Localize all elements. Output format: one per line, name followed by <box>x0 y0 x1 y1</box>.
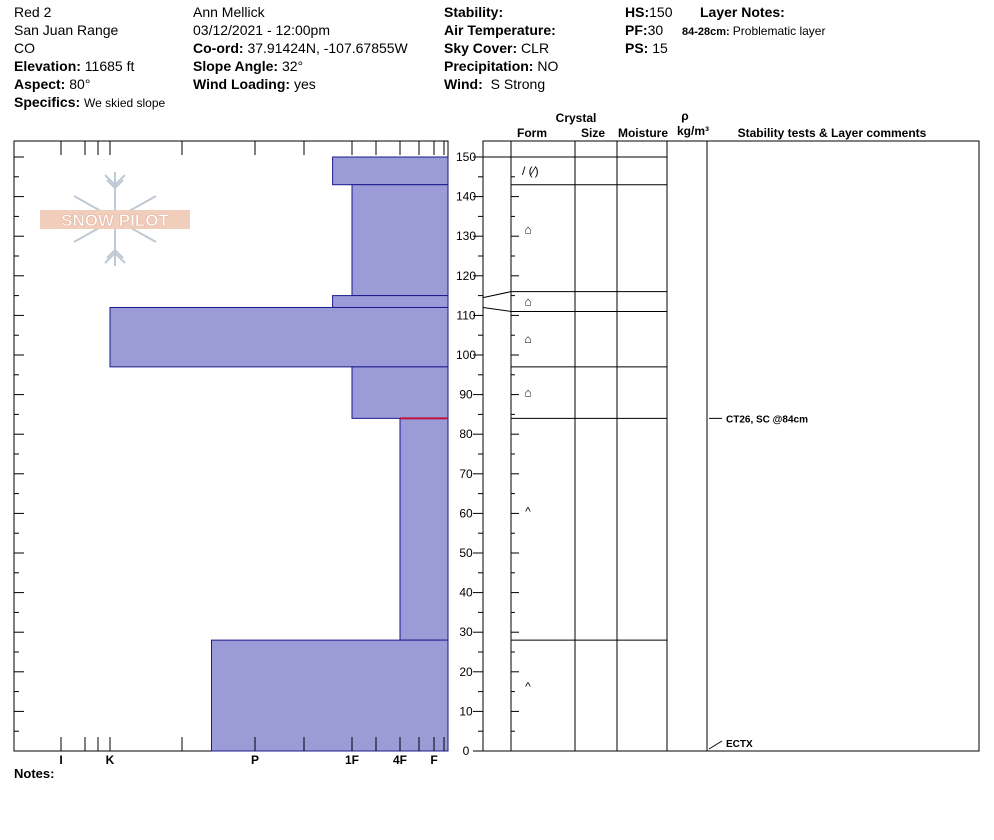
sky-cover-label: Sky Cover: <box>444 40 518 56</box>
wind-loading-value: yes <box>293 76 316 92</box>
ps-value: 15 <box>652 40 668 56</box>
hardness-tick-label: 1F <box>344 753 360 767</box>
hardness-layer-bar <box>212 640 449 751</box>
observation-datetime: 03/12/2021 - 12:00pm <box>193 22 330 38</box>
precip-value: NO <box>537 58 559 74</box>
stability-label: Stability: <box>444 4 504 20</box>
layer-connector <box>483 292 511 298</box>
aspect-value: 80° <box>69 76 91 92</box>
stability-test-pointer <box>709 741 722 749</box>
hardness-tick-label: F <box>430 753 438 767</box>
height-tick-label: 120 <box>455 268 477 283</box>
hardness-layer-bar <box>352 185 448 296</box>
snowpilot-logo <box>40 172 190 266</box>
specifics-label: Specifics: <box>14 94 81 110</box>
height-tick-label: 30 <box>459 625 473 640</box>
elevation-label: Elevation: <box>14 58 81 74</box>
wind-label: Wind: <box>444 76 483 92</box>
density-symbol: ρ <box>681 109 689 123</box>
hardness-tick-label: I <box>59 753 63 767</box>
form-header: Form <box>517 126 547 140</box>
size-header: Size <box>580 126 606 140</box>
ps-label: PS: <box>625 40 649 56</box>
mountain-range: San Juan Range <box>14 22 119 38</box>
height-tick-label: 60 <box>459 506 473 521</box>
layer-notes-text: Problematic layer <box>732 24 826 38</box>
layer-notes-range: 84-28cm: <box>682 26 730 38</box>
hardness-layer-bar <box>110 307 448 366</box>
hardness-tick-label: P <box>250 753 260 767</box>
layer-notes-title: Layer Notes: <box>700 4 785 20</box>
pf-label: PF: <box>625 22 648 38</box>
hardness-tick-label: 4F <box>392 753 408 767</box>
notes-label: Notes: <box>14 766 55 781</box>
hardness-layer-bar <box>400 418 448 640</box>
crystal-header: Crystal <box>555 111 597 125</box>
height-tick-label: 50 <box>459 546 473 560</box>
height-tick-label: 130 <box>455 229 477 244</box>
crystal-form-symbol: ⌂ <box>524 222 532 237</box>
elevation-value: 11685 ft <box>84 58 135 74</box>
aspect-label: Aspect: <box>14 76 66 92</box>
height-tick-label: 10 <box>459 704 473 719</box>
coord-value: 37.91424N, -107.67855W <box>247 40 408 56</box>
height-tick-label: 0 <box>462 744 470 758</box>
height-tick-label: 80 <box>459 427 473 442</box>
hardness-layer-bar <box>352 367 448 418</box>
stability-test-label: ECTX <box>726 739 753 750</box>
height-tick-label: 40 <box>459 585 473 600</box>
hardness-layer-bar <box>333 157 448 185</box>
wind-loading-label: Wind Loading: <box>193 76 291 92</box>
logo-text: SNOW PILOT <box>61 211 169 230</box>
crystal-form-symbol: ⌂ <box>524 332 532 347</box>
coord-label: Co-ord: <box>193 40 244 56</box>
height-tick-label: 20 <box>459 664 473 679</box>
pf-value: 30 <box>647 22 664 38</box>
air-temp-label: Air Temperature: <box>444 22 556 38</box>
hardness-layers <box>110 157 448 751</box>
density-unit: kg/m³ <box>676 124 710 138</box>
slope-label: Slope Angle: <box>193 58 279 74</box>
hs-label: HS: <box>625 4 650 20</box>
crystal-table-frame <box>483 141 979 751</box>
location-name: Red 2 <box>14 4 52 20</box>
height-tick-label: 100 <box>455 348 477 362</box>
crystal-form-symbol: ^ <box>525 679 531 694</box>
observer-name: Ann Mellick <box>193 4 265 20</box>
state: CO <box>14 40 35 56</box>
slope-value: 32° <box>281 58 304 74</box>
height-tick-label: 140 <box>455 189 477 204</box>
stability-test-label: CT26, SC @84cm <box>726 414 809 426</box>
crystal-form-symbol: ^ <box>525 504 531 519</box>
crystal-form-symbol: ⌂ <box>524 385 532 400</box>
hardness-tick-label: K <box>105 753 115 767</box>
crystal-form-symbol: / (⁄) <box>522 163 539 178</box>
precip-label: Precipitation: <box>444 58 534 74</box>
height-tick-label: 110 <box>456 308 476 323</box>
stability-tests <box>709 414 808 750</box>
hardness-layer-bar <box>333 296 448 308</box>
moisture-header: Moisture <box>617 126 669 140</box>
wind-value: S Strong <box>490 76 546 92</box>
specifics-value: We skied slope <box>84 96 166 110</box>
crystal-form-symbol: ⌂ <box>524 294 532 309</box>
sky-cover-value: CLR <box>521 40 550 56</box>
layer-connector <box>483 307 511 311</box>
height-tick-label: 150 <box>455 150 477 164</box>
hs-value: 150 <box>649 4 673 20</box>
height-tick-label: 90 <box>459 387 473 402</box>
height-tick-label: 70 <box>459 466 473 481</box>
stability-comments-header: Stability tests & Layer comments <box>737 126 927 140</box>
